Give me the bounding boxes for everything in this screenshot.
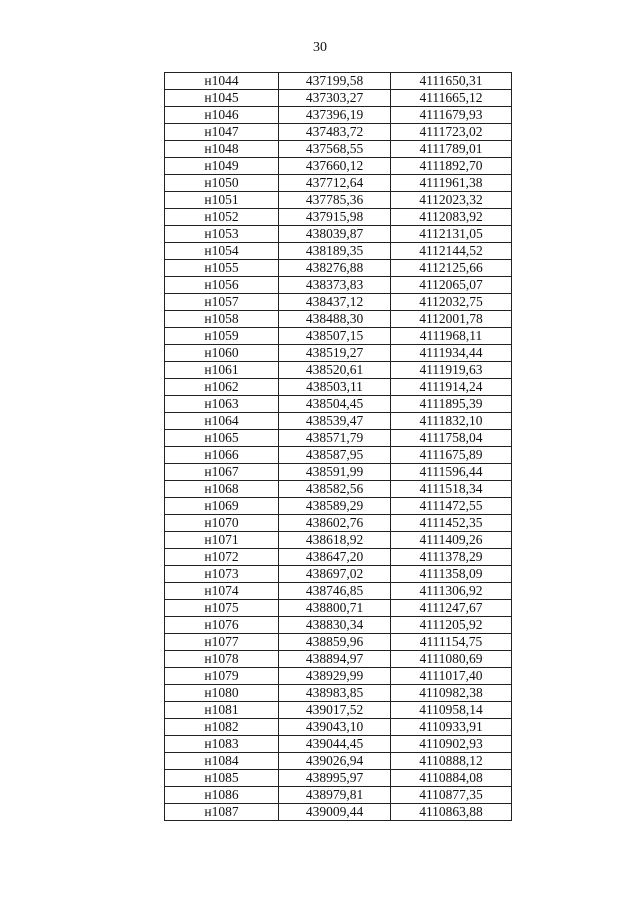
point-id-cell: н1049 (165, 158, 279, 175)
table-row (165, 634, 512, 651)
y-coordinate-cell: 4110877,35 (391, 787, 512, 804)
table-row (165, 311, 512, 328)
y-coordinate-cell: 4111832,10 (391, 413, 512, 430)
table-row (165, 192, 512, 209)
point-id-cell: н1079 (165, 668, 279, 685)
y-coordinate-cell: 4111934,44 (391, 345, 512, 362)
table-row (165, 668, 512, 685)
point-id-cell: н1047 (165, 124, 279, 141)
y-coordinate-cell: 4111919,63 (391, 362, 512, 379)
x-coordinate-cell: 438979,81 (279, 787, 391, 804)
point-id-cell: н1082 (165, 719, 279, 736)
x-coordinate-cell: 438602,76 (279, 515, 391, 532)
y-coordinate-cell: 4111895,39 (391, 396, 512, 413)
y-coordinate-cell: 4111378,29 (391, 549, 512, 566)
table-row (165, 651, 512, 668)
point-id-cell: н1054 (165, 243, 279, 260)
table-row (165, 158, 512, 175)
x-coordinate-cell: 438539,47 (279, 413, 391, 430)
x-coordinate-cell: 437712,64 (279, 175, 391, 192)
table-row (165, 260, 512, 277)
table-row (165, 277, 512, 294)
point-id-cell: н1071 (165, 532, 279, 549)
point-id-cell: н1085 (165, 770, 279, 787)
x-coordinate-cell: 438520,61 (279, 362, 391, 379)
x-coordinate-cell: 438504,45 (279, 396, 391, 413)
coordinates-table (164, 72, 512, 821)
y-coordinate-cell: 4112023,32 (391, 192, 512, 209)
point-id-cell: н1045 (165, 90, 279, 107)
point-id-cell: н1072 (165, 549, 279, 566)
table-row (165, 90, 512, 107)
point-id-cell: н1066 (165, 447, 279, 464)
x-coordinate-cell: 438830,34 (279, 617, 391, 634)
x-coordinate-cell: 438894,97 (279, 651, 391, 668)
x-coordinate-cell: 438507,15 (279, 328, 391, 345)
table-row (165, 141, 512, 158)
x-coordinate-cell: 439017,52 (279, 702, 391, 719)
x-coordinate-cell: 438929,99 (279, 668, 391, 685)
y-coordinate-cell: 4111080,69 (391, 651, 512, 668)
table-row (165, 209, 512, 226)
point-id-cell: н1058 (165, 311, 279, 328)
y-coordinate-cell: 4111017,40 (391, 668, 512, 685)
point-id-cell: н1074 (165, 583, 279, 600)
x-coordinate-cell: 438189,35 (279, 243, 391, 260)
coordinates-table-body (165, 73, 512, 821)
point-id-cell: н1056 (165, 277, 279, 294)
x-coordinate-cell: 438582,56 (279, 481, 391, 498)
point-id-cell: н1053 (165, 226, 279, 243)
point-id-cell: н1073 (165, 566, 279, 583)
point-id-cell: н1050 (165, 175, 279, 192)
x-coordinate-cell: 439043,10 (279, 719, 391, 736)
point-id-cell: н1052 (165, 209, 279, 226)
y-coordinate-cell: 4111154,75 (391, 634, 512, 651)
y-coordinate-cell: 4110982,38 (391, 685, 512, 702)
y-coordinate-cell: 4111675,89 (391, 447, 512, 464)
y-coordinate-cell: 4111665,12 (391, 90, 512, 107)
x-coordinate-cell: 438995,97 (279, 770, 391, 787)
y-coordinate-cell: 4111961,38 (391, 175, 512, 192)
x-coordinate-cell: 438519,27 (279, 345, 391, 362)
y-coordinate-cell: 4111892,70 (391, 158, 512, 175)
x-coordinate-cell: 439009,44 (279, 804, 391, 821)
point-id-cell: н1083 (165, 736, 279, 753)
y-coordinate-cell: 4110884,08 (391, 770, 512, 787)
point-id-cell: н1078 (165, 651, 279, 668)
y-coordinate-cell: 4111358,09 (391, 566, 512, 583)
point-id-cell: н1059 (165, 328, 279, 345)
table-row (165, 583, 512, 600)
x-coordinate-cell: 437660,12 (279, 158, 391, 175)
point-id-cell: н1064 (165, 413, 279, 430)
table-row (165, 464, 512, 481)
point-id-cell: н1067 (165, 464, 279, 481)
table-row (165, 787, 512, 804)
table-row (165, 73, 512, 90)
point-id-cell: н1057 (165, 294, 279, 311)
table-row (165, 481, 512, 498)
x-coordinate-cell: 438983,85 (279, 685, 391, 702)
x-coordinate-cell: 438437,12 (279, 294, 391, 311)
table-row (165, 396, 512, 413)
y-coordinate-cell: 4111968,11 (391, 328, 512, 345)
table-row (165, 447, 512, 464)
point-id-cell: н1062 (165, 379, 279, 396)
table-row (165, 617, 512, 634)
x-coordinate-cell: 438746,85 (279, 583, 391, 600)
point-id-cell: н1048 (165, 141, 279, 158)
table-row (165, 243, 512, 260)
y-coordinate-cell: 4110902,93 (391, 736, 512, 753)
y-coordinate-cell: 4111914,24 (391, 379, 512, 396)
point-id-cell: н1051 (165, 192, 279, 209)
point-id-cell: н1069 (165, 498, 279, 515)
x-coordinate-cell: 438488,30 (279, 311, 391, 328)
x-coordinate-cell: 438276,88 (279, 260, 391, 277)
x-coordinate-cell: 438503,11 (279, 379, 391, 396)
point-id-cell: н1046 (165, 107, 279, 124)
table-row (165, 175, 512, 192)
point-id-cell: н1060 (165, 345, 279, 362)
table-row (165, 719, 512, 736)
page-number: 30 (313, 40, 327, 55)
x-coordinate-cell: 437915,98 (279, 209, 391, 226)
table-row (165, 804, 512, 821)
y-coordinate-cell: 4111650,31 (391, 73, 512, 90)
x-coordinate-cell: 438591,99 (279, 464, 391, 481)
point-id-cell: н1065 (165, 430, 279, 447)
x-coordinate-cell: 437568,55 (279, 141, 391, 158)
y-coordinate-cell: 4111518,34 (391, 481, 512, 498)
y-coordinate-cell: 4111789,01 (391, 141, 512, 158)
table-row (165, 566, 512, 583)
table-row (165, 226, 512, 243)
table-row (165, 107, 512, 124)
x-coordinate-cell: 438647,20 (279, 549, 391, 566)
table-row (165, 124, 512, 141)
x-coordinate-cell: 438697,02 (279, 566, 391, 583)
table-row (165, 702, 512, 719)
point-id-cell: н1087 (165, 804, 279, 821)
point-id-cell: н1086 (165, 787, 279, 804)
y-coordinate-cell: 4112125,66 (391, 260, 512, 277)
point-id-cell: н1075 (165, 600, 279, 617)
x-coordinate-cell: 437785,36 (279, 192, 391, 209)
point-id-cell: н1055 (165, 260, 279, 277)
y-coordinate-cell: 4111472,55 (391, 498, 512, 515)
y-coordinate-cell: 4111758,04 (391, 430, 512, 447)
table-row (165, 328, 512, 345)
y-coordinate-cell: 4110863,88 (391, 804, 512, 821)
point-id-cell: н1084 (165, 753, 279, 770)
table-row (165, 736, 512, 753)
y-coordinate-cell: 4111247,67 (391, 600, 512, 617)
x-coordinate-cell: 438589,29 (279, 498, 391, 515)
y-coordinate-cell: 4112032,75 (391, 294, 512, 311)
table-row (165, 345, 512, 362)
y-coordinate-cell: 4111452,35 (391, 515, 512, 532)
x-coordinate-cell: 438571,79 (279, 430, 391, 447)
table-row (165, 379, 512, 396)
point-id-cell: н1070 (165, 515, 279, 532)
table-row (165, 498, 512, 515)
point-id-cell: н1081 (165, 702, 279, 719)
table-row (165, 600, 512, 617)
table-row (165, 770, 512, 787)
point-id-cell: н1077 (165, 634, 279, 651)
point-id-cell: н1063 (165, 396, 279, 413)
point-id-cell: н1076 (165, 617, 279, 634)
table-row (165, 753, 512, 770)
x-coordinate-cell: 438039,87 (279, 226, 391, 243)
table-row (165, 413, 512, 430)
y-coordinate-cell: 4110933,91 (391, 719, 512, 736)
y-coordinate-cell: 4111409,26 (391, 532, 512, 549)
x-coordinate-cell: 437303,27 (279, 90, 391, 107)
x-coordinate-cell: 437483,72 (279, 124, 391, 141)
table-row (165, 430, 512, 447)
y-coordinate-cell: 4110958,14 (391, 702, 512, 719)
y-coordinate-cell: 4111596,44 (391, 464, 512, 481)
x-coordinate-cell: 438800,71 (279, 600, 391, 617)
y-coordinate-cell: 4112001,78 (391, 311, 512, 328)
x-coordinate-cell: 439026,94 (279, 753, 391, 770)
point-id-cell: н1044 (165, 73, 279, 90)
x-coordinate-cell: 438587,95 (279, 447, 391, 464)
x-coordinate-cell: 438618,92 (279, 532, 391, 549)
x-coordinate-cell: 437396,19 (279, 107, 391, 124)
y-coordinate-cell: 4111205,92 (391, 617, 512, 634)
y-coordinate-cell: 4112144,52 (391, 243, 512, 260)
x-coordinate-cell: 438373,83 (279, 277, 391, 294)
x-coordinate-cell: 438859,96 (279, 634, 391, 651)
x-coordinate-cell: 439044,45 (279, 736, 391, 753)
table-row (165, 294, 512, 311)
table-row (165, 362, 512, 379)
y-coordinate-cell: 4111306,92 (391, 583, 512, 600)
y-coordinate-cell: 4112065,07 (391, 277, 512, 294)
table-row (165, 685, 512, 702)
table-row (165, 532, 512, 549)
point-id-cell: н1068 (165, 481, 279, 498)
table-row (165, 549, 512, 566)
y-coordinate-cell: 4111723,02 (391, 124, 512, 141)
x-coordinate-cell: 437199,58 (279, 73, 391, 90)
y-coordinate-cell: 4111679,93 (391, 107, 512, 124)
y-coordinate-cell: 4110888,12 (391, 753, 512, 770)
point-id-cell: н1080 (165, 685, 279, 702)
table-row (165, 515, 512, 532)
point-id-cell: н1061 (165, 362, 279, 379)
y-coordinate-cell: 4112131,05 (391, 226, 512, 243)
y-coordinate-cell: 4112083,92 (391, 209, 512, 226)
